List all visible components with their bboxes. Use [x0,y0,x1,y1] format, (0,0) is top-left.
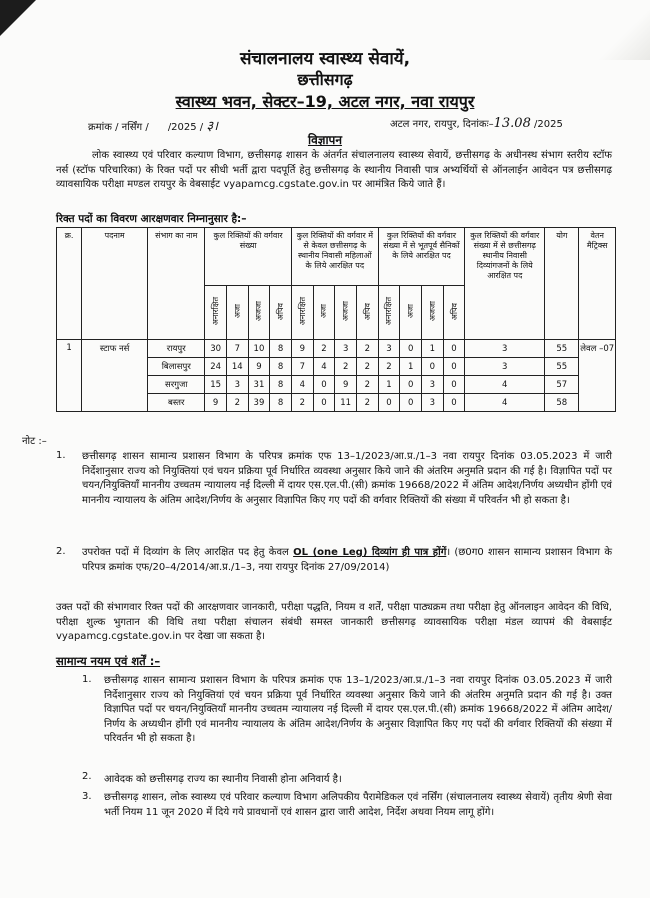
col-post-header: पदनाम [82,228,148,340]
info-paragraph: उक्त पदों की संभागवार रिक्त पदों की आरक्षणवार जानकारी, परीक्षा पद्धति, नियम व शर्तें, परीक्षा पाठ्यक्रम तथा परीक्षा हेतु ऑनलाइन आवेदन की विधि, परीक्षा शुल्क भुगतान की विधि तथा परीक्षा संचालन संबंधी समस्त जानकारी छत्तीसगढ़ व्यावसायिक परीक्षा मंडल व्यापमं की वेबसाईट vyapamcg.cgstate.gov.in पर देखा जा सकता है। [56,602,612,642]
cell-value: 3 [422,394,444,412]
rule-2-text: आवेदक को छत्तीसगढ़ राज्य का स्थानीय निवासी होना अनिवार्य है। [104,774,342,785]
rule-1-number: 1. [82,674,92,685]
rule-1-text: छत्तीसगढ़ शासन सामान्य प्रशासन विभाग के परिपत्र क्रमांक एफ 13–1/2023/आ.प्र./1–3 नवा रायपुर दिनांक 03.05.2023 में जारी निर्देशानुसार राज्य को नियुक्तियां एवं चयन प्रक्रिया पूर्व निर्धारित व्यवस्था अनुसार किये जाने की अंतरिम अनुमति प्रदान की गई है। उक्त विज्ञापित पदों पर चयन/नियुक्तियाँ माननीय उच्चतम न्यायालय नई दिल्ली में दायर एस.एल.पी.(सी) क्रमांक 19668/2022 में अंतिम आदेश/निर्णय के अध्यधीन होंगी एवं माननीय न्यायालय के अंतिम आदेश/निर्णय के अनुसार विज्ञापित किए गए पदों की वर्गवार रिक्तियों की संख्या में परिवर्तन भी हो सकता है। [104,675,612,744]
sub-ur: अनारक्षित [378,286,400,340]
cell-value: 2 [356,376,378,394]
col-division-header: संभाग का नाम [148,228,205,340]
rule-3-number: 3. [82,791,92,802]
document-title: विज्ञापन [307,133,343,147]
sub-sc: अजा [226,286,248,340]
cell-value: 0 [313,394,335,412]
ref-handwritten-number: ३। [206,119,219,134]
cell-division: सरगुजा [148,376,205,394]
header-line-1: संचालनालय स्वास्थ्य सेवायें, [239,49,411,69]
sub-ur: अनारक्षित [205,286,227,340]
scan-corner-shadow [0,0,36,36]
cell-value: 0 [422,358,444,376]
reference-date [390,116,563,131]
cell-value: 3 [335,340,357,358]
cell-total: 55 [545,340,579,358]
cell-value: 2 [356,340,378,358]
cell-value: 8 [270,340,292,358]
note-2-pre: उपरोक्त पदों में दिव्यांग के लिए आरक्षित पद हेतु केवल [82,547,294,558]
cell-value: 4 [291,376,313,394]
cell-value: 9 [248,358,270,376]
sub-sc: अजा [313,286,335,340]
table-row [57,340,616,358]
cell-value: 7 [291,358,313,376]
sub-ur: अनारक्षित [291,286,313,340]
header-line-2: छत्तीसगढ़ [297,70,353,89]
cell-value: 15 [205,376,227,394]
rule-3-text: छत्तीसगढ़ शासन, लोक स्वास्थ्य एवं परिवार कल्याण विभाग अलिपकीय पैरामेडिकल एवं नर्सिंग (संचालनालय स्वास्थ्य सेवायें) तृतीय श्रेणी सेवा भर्ती नियम 11 जून 2020 में दिये गये प्रावधानों एवं शासन द्वारा जारी आदेश, निर्देश अथवा नियम लागू होंगे। [104,792,612,818]
ref-prefix: क्रमांक / नर्सिंग / [88,122,149,133]
sub-obc: अपिव [443,286,465,340]
cell-total: 57 [545,376,579,394]
cell-value: 9 [205,394,227,412]
col-pay-header: वेतन मैट्रिक्स [579,228,616,340]
cell-value: 3 [378,340,400,358]
cell-value: 8 [270,394,292,412]
sub-st: अजजा [335,286,357,340]
cell-division: बस्तर [148,394,205,412]
group4-header: कुल रिक्तियों की वर्गवार संख्या में से छत्तीसगढ़ स्थानीय निवासी दिव्यांगजनों के लिये आरक्षित पद [465,228,545,340]
cell-value: 4 [465,376,545,394]
cell-value: 9 [335,376,357,394]
note-2-number: 2. [56,546,66,557]
cell-value: 2 [378,358,400,376]
cell-total: 55 [545,358,579,376]
cell-division: बिलासपुर [148,358,205,376]
cell-value: 4 [313,358,335,376]
cell-value: 31 [248,376,270,394]
group1-header: कुल रिक्तियों की वर्गवार संख्या [205,228,292,286]
sub-st: अजजा [248,286,270,340]
cell-value: 30 [205,340,227,358]
cell-value: 2 [313,340,335,358]
date-prefix: अटल नगर, रायपुर, दिनांकः– [390,119,494,130]
cell-value: 4 [465,394,545,412]
note-heading: नोट :– [22,436,47,447]
cell-value: 0 [443,340,465,358]
note-1-text: छत्तीसगढ़ शासन सामान्य प्रशासन विभाग के परिपत्र क्रमांक एफ 13–1/2023/आ.प्र./1–3 नवा रायपुर दिनांक 03.05.2023 में जारी निर्देशानुसार राज्य को नियुक्तियां एवं चयन प्रक्रिया पूर्व निर्धारित व्यवस्था अनुसार किये जाने की अंतरिम अनुमति प्रदान की गई है। विज्ञापित पदों पर चयन/नियुक्तियाँ माननीय उच्चतम न्यायालय नई दिल्ली में दायर एस.एल.पी.(सी) क्रमांक 19668/2022 में अंतिम आदेश/निर्णय अध्यधीन होंगी एवं माननीय न्यायालय के अंतिम आदेश/निर्णय के अनुसार विज्ञापित किए गए पदों की वर्गवार रिक्तियों की संख्या में परिवर्तन भी हो सकता है। [82,451,612,506]
cell-value: 2 [291,394,313,412]
cell-value: 0 [313,376,335,394]
cell-total: 58 [545,394,579,412]
group3-header: कुल रिक्तियों की वर्गवार संख्या में से भूतपूर्व सैनिकों के लिये आरक्षित पद [378,228,465,286]
note-2-text [82,546,612,575]
cell-value: 10 [248,340,270,358]
cell-value: 0 [400,394,422,412]
date-handwritten: 13.08 [493,116,531,131]
cell-value: 24 [205,358,227,376]
cell-value: 0 [378,394,400,412]
general-rules-heading: सामान्य नयम एवं शर्तें :– [56,654,161,668]
cell-value: 1 [378,376,400,394]
cell-value: 1 [422,340,444,358]
cell-value: 14 [226,358,248,376]
cell-value: 3 [226,376,248,394]
cell-value: 2 [356,358,378,376]
header-address: स्वास्थ्य भवन, सेक्टर–19, अटल नगर, नवा रायपुर [175,92,475,111]
cell-division: रायपुर [148,340,205,358]
cell-sno: 1 [57,340,82,412]
cell-value: 8 [270,358,292,376]
cell-post: स्टाफ नर्स [82,340,148,412]
cell-value: 8 [270,376,292,394]
cell-value: 2 [226,394,248,412]
cell-value: 0 [400,340,422,358]
group2-header: कुल रिक्तियों की वर्गवार में से केवल छत्तीसगढ़ के स्थानीय निवासी महिलाओं के लिये आरक्षित पद [291,228,378,286]
cell-value: 2 [335,358,357,376]
note-1-number: 1. [56,450,66,461]
table-heading: रिक्त पदों का विवरण आरक्षणवार निम्नानुसार है:– [56,213,247,225]
intro-paragraph: लोक स्वास्थ्य एवं परिवार कल्याण विभाग, छत्तीसगढ़ शासन के अंतर्गत संचालनालय स्वास्थ्य सेवायें, छत्तीसगढ़ के अधीनस्थ संभाग स्तरीय स्टॉफ नर्स (स्टॉफ परिचारिका) के रिक्त पदों पर सीधी भर्ती द्वारा पदपूर्ति हेतु छत्तीसगढ़ के स्थानीय निवासी पात्र अभ्यर्थियों से ऑनलाईन आवेदन पत्र छत्तीसगढ़ व्यावसायिक परीक्षा मण्डल रायपुर के वेबसाईट vyapamcg.cgstate.gov.in पर आमंत्रित किये जाते हैं। [56,150,612,190]
cell-value: 9 [291,340,313,358]
sub-obc: अपिव [356,286,378,340]
cell-value: 0 [443,394,465,412]
cell-value: 0 [443,376,465,394]
cell-value: 11 [335,394,357,412]
vacancy-table [56,227,616,412]
cell-value: 2 [356,394,378,412]
col-total-header: योग [545,228,579,340]
cell-value: 3 [465,358,545,376]
note-2-emphasis: OL (one Leg) दिव्यांग ही पात्र होंगें [293,547,447,558]
rule-2-number: 2. [82,771,92,782]
cell-value: 3 [422,376,444,394]
cell-value: 0 [400,376,422,394]
cell-pay: लेवल –07 [579,340,616,412]
col-sno-header: क्र. [57,228,82,340]
cell-value: 0 [443,358,465,376]
note-2-post: । (छ0ग0 शासन सामान्य प्रशासन विभाग के परिपत्र क्रमांक एफ/20–4/2014/आ.प्र./1–3, नया रायपुर दिनांक 27/09/2014) [82,547,612,573]
sub-st: अजजा [422,286,444,340]
sub-sc: अजा [400,286,422,340]
cell-value: 39 [248,394,270,412]
date-year: /2025 [534,119,563,130]
cell-value: 7 [226,340,248,358]
cell-value: 1 [400,358,422,376]
table-header-row-1 [57,228,616,286]
sub-obc: अपिव [270,286,292,340]
ref-year: /2025 / [167,122,204,133]
cell-value: 3 [465,340,545,358]
